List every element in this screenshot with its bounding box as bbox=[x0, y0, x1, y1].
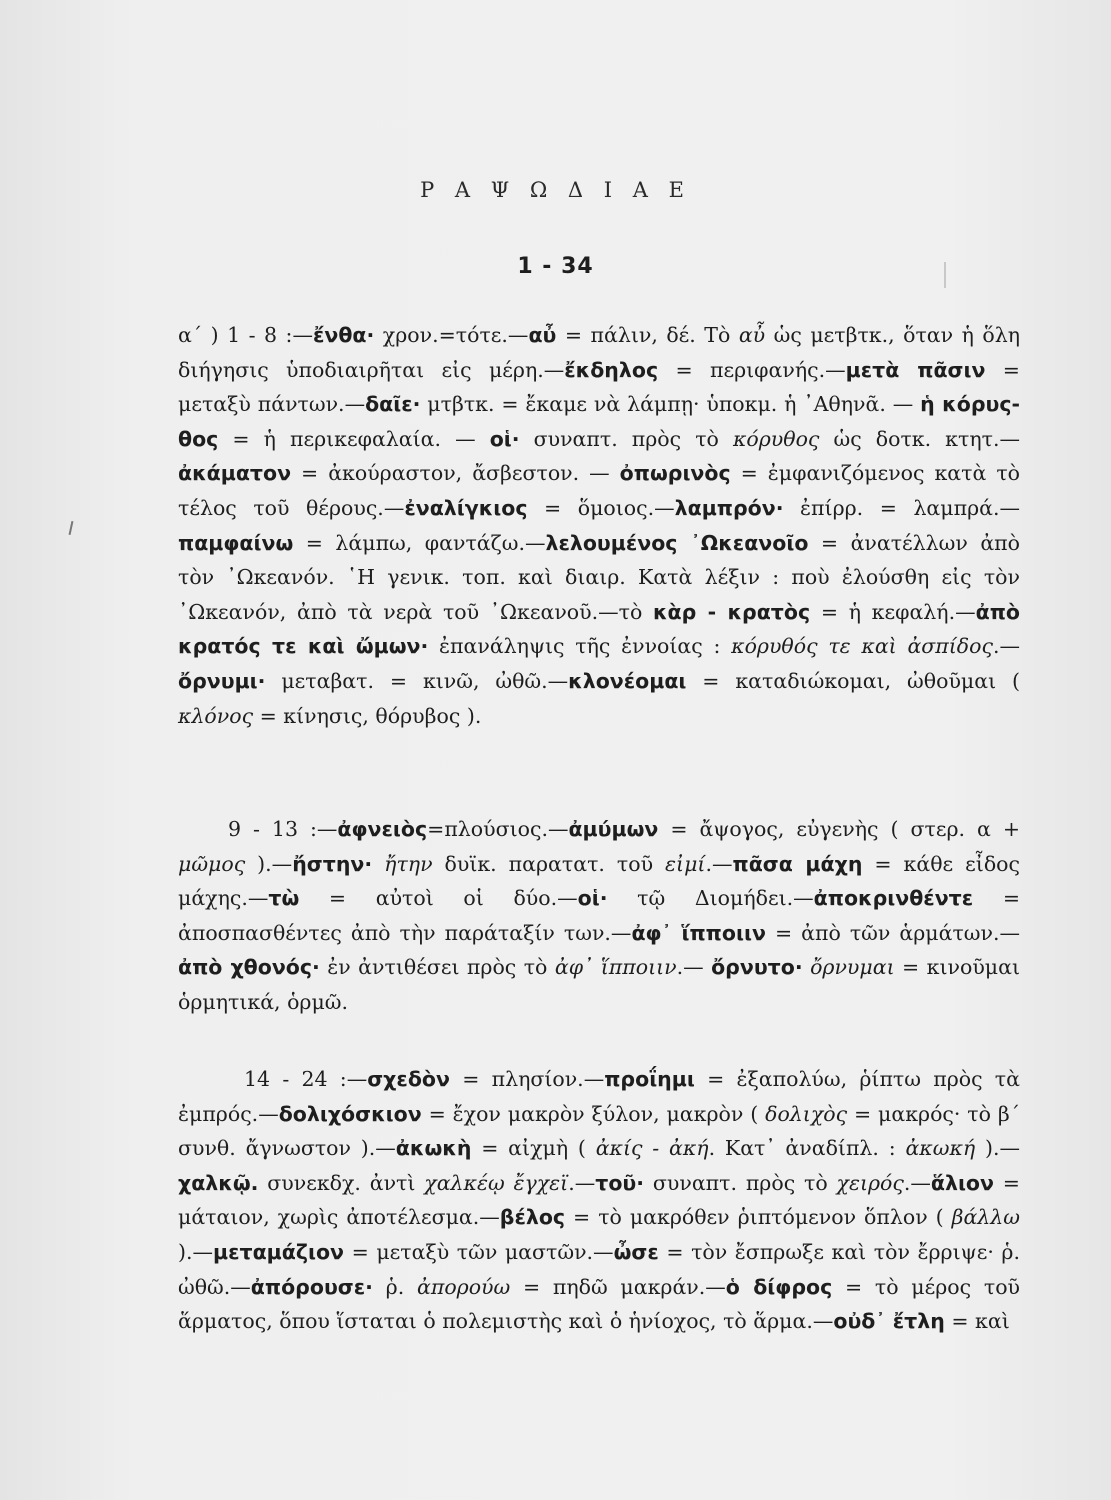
gloss-text: τῷ Διομήδει.— bbox=[607, 886, 814, 911]
italic-citation: μῶμος bbox=[178, 851, 246, 876]
gloss-text: = ἄψογος, εὐγενὴς ( στερ. α + bbox=[658, 817, 1020, 841]
gloss-text: = περιφανής.— bbox=[658, 357, 846, 382]
italic-citation: βάλλω bbox=[951, 1205, 1020, 1230]
verse-range-heading: 1 - 34 bbox=[517, 254, 594, 279]
gloss-text: .— bbox=[903, 1170, 931, 1195]
gloss-text: = ἔχον μακρὸν ξύλον, μακρὸν ( bbox=[421, 1101, 766, 1126]
gloss-text: = πλησίον.— bbox=[449, 1067, 605, 1091]
lemma-term: προΐημι bbox=[604, 1067, 695, 1091]
lemma-term: μεταμάζιον bbox=[213, 1239, 344, 1264]
italic-citation: αὖ bbox=[738, 323, 766, 347]
lemma-term: τοῦ· bbox=[595, 1170, 645, 1195]
gloss-text: = καὶ bbox=[944, 1309, 1010, 1334]
lemma-term: ἀκωκὴ bbox=[395, 1136, 472, 1161]
gloss-text: 9 - 13 :— bbox=[228, 817, 338, 841]
lemma-term: παμφαίνω bbox=[178, 530, 294, 555]
lemma-term: χαλκῷ. bbox=[178, 1170, 259, 1195]
gloss-text: =πλούσιος.— bbox=[427, 817, 569, 841]
italic-citation: ὄρνυμαι bbox=[810, 955, 895, 980]
lemma-term: ἀκάματον bbox=[178, 461, 292, 486]
gloss-text: = πηδῶ μακράν.— bbox=[510, 1274, 726, 1299]
lemma-term: αὖ bbox=[528, 323, 557, 347]
chapter-heading: Ρ Α Ψ Ω Δ Ι Α Ε bbox=[420, 178, 691, 202]
gloss-text: = μεταξὺ τῶν μαστῶν.— bbox=[344, 1239, 614, 1264]
gloss-text bbox=[372, 852, 384, 876]
gloss-text: μεταβατ. = κινῶ, ὠθῶ.— bbox=[265, 668, 569, 693]
gloss-text: = καταδιώκομαι, ὠθοῦμαι ( bbox=[686, 668, 1021, 693]
gloss-text: συνεκδχ. ἀντὶ bbox=[258, 1170, 425, 1195]
gloss-text: = τὸ μέρος τοῦ ἅρματος, ὅπου ἵσταται ὁ πολεμιστὴς καὶ ὁ ἡνίοχος, τὸ ἅρμα.— bbox=[178, 1274, 1021, 1334]
gloss-text: = αὐτοὶ οἱ δύο.— bbox=[299, 886, 578, 911]
italic-citation: ἀπορούω bbox=[417, 1274, 511, 1299]
gloss-text: = πάλιν, δέ. Τὸ bbox=[556, 323, 739, 347]
gloss-text: = μεταξὺ πάντων.— bbox=[178, 357, 1020, 417]
lemma-term: ἀποκρινθέντε bbox=[813, 886, 974, 911]
gloss-text: = λάμπω, φαντάζω.— bbox=[293, 530, 546, 555]
lemma-term: ὀπωρινὸς bbox=[619, 461, 731, 486]
gloss-text: .— bbox=[676, 955, 712, 980]
italic-citation: χαλκέῳ ἔγχεϊ bbox=[424, 1170, 569, 1195]
gloss-text: ).— bbox=[178, 1239, 214, 1264]
gloss-text: .— bbox=[568, 1170, 596, 1195]
gloss-text: ἐπίρρ. = λαμπρά.— bbox=[783, 495, 1020, 520]
lemma-term: ὁ δίφρος bbox=[725, 1274, 833, 1299]
gloss-text: = ἀπὸ τῶν ἁρμάτων.— bbox=[765, 920, 1020, 945]
lemma-term: ὄρνυμι· bbox=[178, 668, 266, 693]
gloss-text: α΄ ) 1 - 8 :— bbox=[178, 323, 313, 347]
gloss-text: = ὅμοιος.— bbox=[527, 495, 675, 520]
lemma-term: ἔνθα· bbox=[312, 323, 375, 347]
commentary-paragraph-3 bbox=[178, 1062, 1020, 1339]
gloss-text: = τὸν ἔσπρωξε καὶ τὸν ἔρριψε· ῥ. ὠθῶ.— bbox=[178, 1239, 1020, 1299]
italic-citation: κόρυθός τε καὶ ἀσπίδος bbox=[731, 634, 993, 659]
lemma-term: τὼ bbox=[268, 886, 300, 911]
gloss-text: .— bbox=[992, 634, 1021, 659]
lemma-term: ἀφνειὸς bbox=[337, 817, 428, 841]
lemma-term: οἱ· bbox=[577, 886, 608, 911]
gloss-text: = ἀνατέλλων ἀπὸ τὸν ᾽Ωκεανόν. ῾Η γενικ. τοπ. καὶ διαιρ. Κατὰ λέξιν : ποὺ ἐλούσθη εἰς τὸν ᾽Ωκεανόν, ἀπὸ τὰ νερὰ τοῦ ᾽Ωκεανοῦ.—τὸ bbox=[178, 530, 1020, 624]
gloss-text: ἐν ἀντιθέσει πρὸς τὸ bbox=[319, 955, 555, 980]
lemma-term: ὦσε bbox=[613, 1239, 659, 1264]
gloss-text: .— bbox=[705, 851, 733, 876]
italic-citation: δολιχὸς bbox=[765, 1101, 848, 1126]
italic-citation: κλόνος bbox=[178, 703, 254, 728]
gloss-text: = κινοῦμαι ὁρμητικά, ὁρμῶ. bbox=[178, 955, 1020, 1014]
italic-citation: κόρυθος bbox=[732, 426, 820, 451]
lemma-term: βέλος bbox=[499, 1205, 566, 1230]
stray-pen-mark bbox=[69, 521, 74, 535]
lemma-term: ἔκδηλος bbox=[564, 357, 659, 382]
italic-citation: ἀκίς - ἀκή bbox=[595, 1136, 709, 1161]
lemma-term: λαμπρόν· bbox=[674, 495, 784, 520]
lemma-term: ἡ κόρυς-θος bbox=[178, 392, 1021, 451]
gloss-text: = ἐμφανιζόμενος κατὰ τὸ τέλος τοῦ θέρους.— bbox=[178, 461, 1021, 520]
italic-citation: ἤτην bbox=[384, 851, 433, 876]
gloss-text: = μακρός· τὸ β΄ συνθ. ἄγνωστον ).— bbox=[178, 1101, 1020, 1161]
lemma-term: ἀπόρουσε· bbox=[250, 1274, 373, 1299]
gloss-text: = ἡ περικεφαλαία. — bbox=[218, 426, 490, 451]
italic-citation: ἀκωκή bbox=[905, 1136, 976, 1161]
lemma-term: ἐναλίγκιος bbox=[404, 495, 528, 520]
italic-citation: ἀφ᾽ ἵπποιιν bbox=[554, 955, 677, 980]
gloss-text: μτβτκ. = ἔκαμε νὰ λάμπῃ· ὑποκμ. ἡ ᾽Αθηνᾶ. — bbox=[420, 392, 921, 417]
gloss-text: 14 - 24 :— bbox=[244, 1067, 368, 1091]
lemma-term: ἅλιον bbox=[930, 1170, 994, 1195]
gloss-text: ).— bbox=[245, 851, 293, 876]
commentary-paragraph-2 bbox=[178, 812, 1020, 1020]
gloss-text: χρον.=τότε.— bbox=[374, 323, 529, 347]
gloss-text: ).— bbox=[975, 1136, 1020, 1161]
commentary-paragraph-1 bbox=[178, 318, 1020, 733]
lemma-term: δολιχόσκιον bbox=[278, 1101, 422, 1126]
lemma-term: κὰρ - κρατὸς bbox=[652, 599, 811, 624]
italic-citation: χειρός bbox=[836, 1170, 904, 1195]
lemma-term: ὄρνυτο· bbox=[711, 955, 803, 980]
gloss-text: = ἀποσπασθέντες ἀπὸ τὴν παράταξίν των.— bbox=[178, 886, 1020, 945]
gloss-text: = ἡ κεφαλή.— bbox=[810, 599, 976, 624]
gloss-text: ἐπανάληψις τῆς ἐννοίας : bbox=[428, 634, 732, 659]
lemma-term: ἀπὸ χθονός· bbox=[178, 955, 320, 980]
gloss-text: = κίνησις, θόρυβος ). bbox=[253, 703, 482, 728]
gloss-text: = αἰχμὴ ( bbox=[471, 1136, 596, 1161]
italic-citation: εἰμί bbox=[665, 851, 706, 876]
lemma-term: δαῖε· bbox=[365, 392, 421, 417]
margin-mark bbox=[944, 262, 946, 288]
gloss-text: = ἀκούραστον, ἄσβεστον. — bbox=[291, 461, 620, 486]
gloss-text: ὡς μετβτκ., ὅταν ἡ ὅλη διήγησις ὑποδιαιρῆται εἰς μέρη.— bbox=[178, 323, 1020, 382]
gloss-text: = μάταιον, χωρὶς ἀποτέλεσμα.— bbox=[178, 1170, 1020, 1230]
gloss-text: συναπτ. πρὸς τὸ bbox=[519, 426, 733, 451]
lemma-term: ἤστην· bbox=[292, 851, 373, 876]
gloss-text bbox=[803, 955, 810, 979]
lemma-term: ἀπὸ κρατός τε καὶ ὤμων· bbox=[178, 599, 1020, 659]
gloss-text: συναπτ. πρὸς τὸ bbox=[644, 1170, 837, 1195]
lemma-term: κλονέομαι bbox=[568, 668, 687, 693]
gloss-text: = ἐξαπολύω, ῥίπτω πρὸς τὰ ἐμπρός.— bbox=[178, 1067, 1020, 1126]
gloss-text: ὡς δοτκ. κτητ.— bbox=[819, 426, 1020, 451]
lemma-term: οὐδ᾽ ἔτλη bbox=[833, 1309, 945, 1334]
gloss-text: = τὸ μακρόθεν ῥιπτόμενον ὅπλον ( bbox=[565, 1205, 952, 1230]
lemma-term: ἀμύμων bbox=[568, 817, 659, 841]
gloss-text: . Κατ᾽ ἀναδίπλ. : bbox=[708, 1136, 906, 1161]
lemma-term: οἱ· bbox=[489, 426, 520, 451]
gloss-text: ῥ. bbox=[372, 1274, 417, 1299]
gloss-text: δυϊκ. παρατατ. τοῦ bbox=[432, 851, 666, 876]
lemma-term: μετὰ πᾶσιν bbox=[845, 357, 986, 382]
lemma-term: ἀφ᾽ ἵπποιιν bbox=[631, 920, 766, 945]
lemma-term: πᾶσα μάχη bbox=[732, 851, 863, 876]
lemma-term: σχεδὸν bbox=[367, 1067, 450, 1091]
gloss-text: = κάθε εἶδος μάχης.— bbox=[178, 851, 1020, 911]
lemma-term: λελουμένος ᾽Ωκεανοῖο bbox=[545, 530, 809, 555]
